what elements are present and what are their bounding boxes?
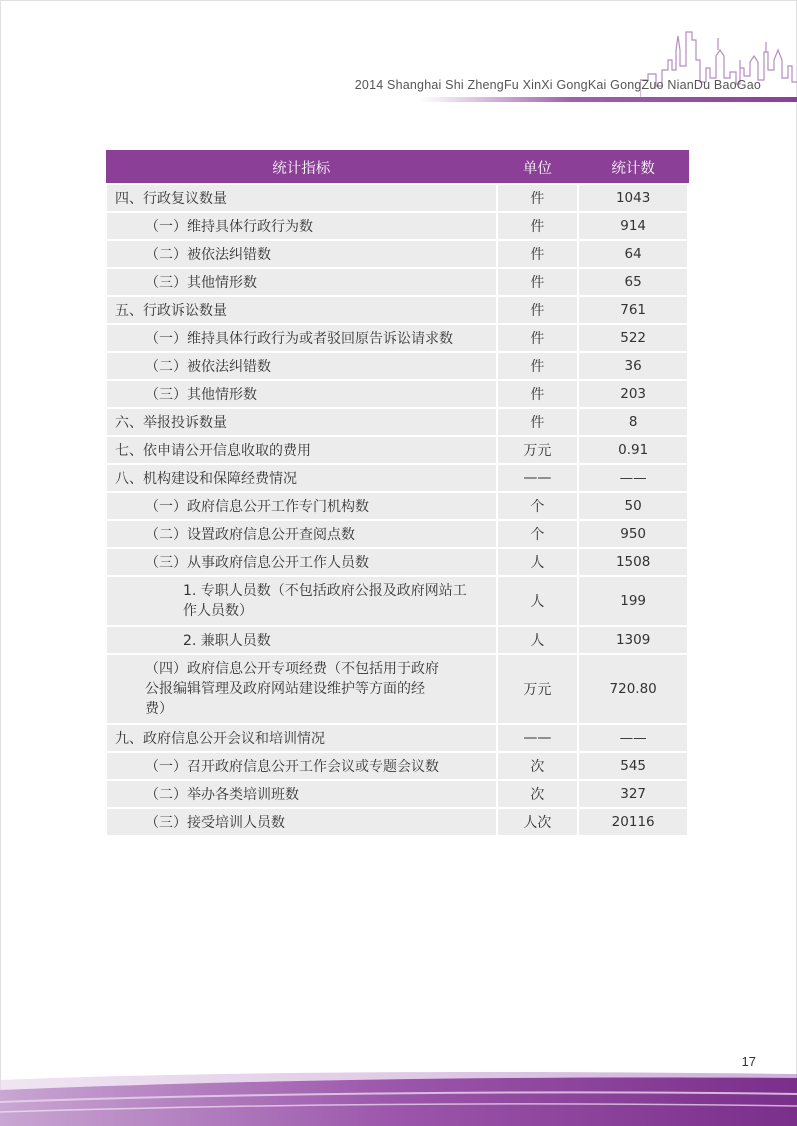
column-header-indicator: 统计指标 (106, 151, 497, 185)
table-row (106, 780, 688, 808)
column-header-count: 统计数 (578, 151, 688, 185)
row-unit: 人 (497, 626, 579, 654)
table-row (106, 548, 688, 576)
row-value: 50 (578, 492, 688, 520)
row-value: 36 (578, 352, 688, 380)
row-name: 2. 兼职人员数 (106, 626, 497, 654)
table-row (106, 752, 688, 780)
table-row (106, 626, 688, 654)
statistics-table (105, 150, 689, 837)
row-unit: 万元 (497, 654, 579, 724)
row-name: 六、举报投诉数量 (106, 408, 497, 436)
row-name-text: 1. 专职人员数（不包括政府公报及政府网站工作人员数） (183, 583, 467, 619)
row-name: （一）召开政府信息公开工作会议或专题会议数 (106, 752, 497, 780)
table-row (106, 268, 688, 296)
table-row (106, 724, 688, 752)
row-name: （一）政府信息公开工作专门机构数 (106, 492, 497, 520)
header-rule (420, 97, 797, 102)
row-name: （三）其他情形数 (106, 380, 497, 408)
row-name: （三）其他情形数 (106, 268, 497, 296)
row-unit: 个 (497, 492, 579, 520)
row-value: 1508 (578, 548, 688, 576)
row-name (106, 576, 497, 626)
column-header-unit: 单位 (497, 151, 579, 185)
page-number: 17 (741, 1054, 756, 1069)
row-name: 四、行政复议数量 (106, 184, 497, 212)
row-name: （二）举办各类培训班数 (106, 780, 497, 808)
row-value: 720.80 (578, 654, 688, 724)
row-name: （三）接受培训人员数 (106, 808, 497, 836)
table-row (106, 808, 688, 836)
row-name: （二）设置政府信息公开查阅点数 (106, 520, 497, 548)
table-row (106, 654, 688, 724)
footer-wave-decoration (0, 1068, 797, 1126)
row-value: 65 (578, 268, 688, 296)
row-name: 九、政府信息公开会议和培训情况 (106, 724, 497, 752)
table-row (106, 464, 688, 492)
row-name: （一）维持具体行政行为数 (106, 212, 497, 240)
row-unit: 件 (497, 352, 579, 380)
row-value: 8 (578, 408, 688, 436)
table-row (106, 492, 688, 520)
row-value: 64 (578, 240, 688, 268)
row-unit: 件 (497, 380, 579, 408)
row-value: 20116 (578, 808, 688, 836)
row-unit: 件 (497, 212, 579, 240)
row-value: 203 (578, 380, 688, 408)
row-unit: —— (497, 724, 579, 752)
row-value: 1309 (578, 626, 688, 654)
row-unit: —— (497, 464, 579, 492)
row-unit: 件 (497, 240, 579, 268)
table-row (106, 352, 688, 380)
row-unit: 件 (497, 296, 579, 324)
row-unit: 人次 (497, 808, 579, 836)
table-row (106, 520, 688, 548)
row-unit: 万元 (497, 436, 579, 464)
row-unit: 人 (497, 548, 579, 576)
table-row (106, 576, 688, 626)
table-header-row (106, 151, 688, 185)
row-value: 199 (578, 576, 688, 626)
row-name: 五、行政诉讼数量 (106, 296, 497, 324)
table-row (106, 184, 688, 212)
row-name (106, 654, 497, 724)
table-row (106, 408, 688, 436)
row-name: （二）被依法纠错数 (106, 240, 497, 268)
row-value: 327 (578, 780, 688, 808)
row-name: 八、机构建设和保障经费情况 (106, 464, 497, 492)
table-row (106, 324, 688, 352)
row-value: 914 (578, 212, 688, 240)
row-value: 0.91 (578, 436, 688, 464)
row-value: 761 (578, 296, 688, 324)
row-unit: 件 (497, 184, 579, 212)
header-title: 2014 Shanghai Shi ZhengFu XinXi GongKai GongZuo NianDu BaoGao (354, 78, 761, 92)
table-row (106, 240, 688, 268)
table-row (106, 212, 688, 240)
row-value: 950 (578, 520, 688, 548)
table-row (106, 436, 688, 464)
row-name: 七、依申请公开信息收取的费用 (106, 436, 497, 464)
row-unit: 件 (497, 324, 579, 352)
row-value: 545 (578, 752, 688, 780)
table-row (106, 296, 688, 324)
row-value: —— (578, 464, 688, 492)
row-name: （一）维持具体行政行为或者驳回原告诉讼请求数 (106, 324, 497, 352)
row-name: （三）从事政府信息公开工作人员数 (106, 548, 497, 576)
row-name-text: （四）政府信息公开专项经费（不包括用于政府公报编辑管理及政府网站建设维护等方面的经费） (145, 661, 439, 717)
row-unit: 次 (497, 752, 579, 780)
row-unit: 次 (497, 780, 579, 808)
row-unit: 人 (497, 576, 579, 626)
row-unit: 件 (497, 268, 579, 296)
row-name: （二）被依法纠错数 (106, 352, 497, 380)
row-value: 1043 (578, 184, 688, 212)
table-row (106, 380, 688, 408)
row-unit: 个 (497, 520, 579, 548)
row-value: —— (578, 724, 688, 752)
row-value: 522 (578, 324, 688, 352)
row-unit: 件 (497, 408, 579, 436)
